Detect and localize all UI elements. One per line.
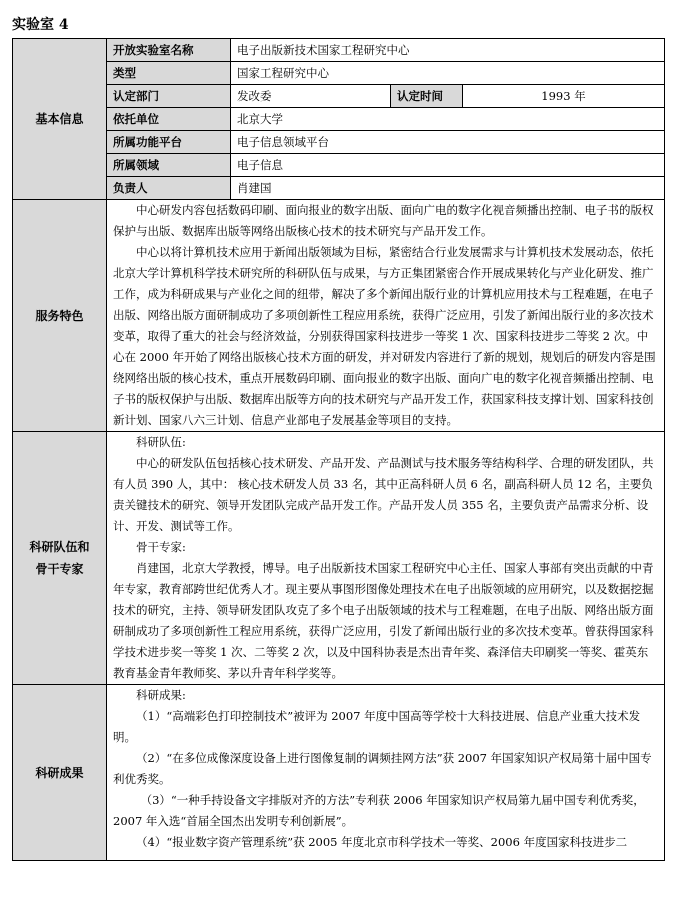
results-heading: 科研成果: (136, 688, 186, 702)
service-paragraph-2: 中心以将计算机技术应用于新闻出版领域为目标，紧密结合行业发展需求与计算机技术发展动态，依托北京大学计算机科学技术研究所的科研队伍与成果，与方正集团紧密合作开展成果转化与产业化研发、推广工作，成为科研成果与产业化之间的纽带，解决了多个新闻出版行业的计算机应用技术与工程难题，在电子出版、网络出版方面研制成功了多项创新性工程应用系统，获得广泛应用，引发了新闻出版行业的多次技术变革，取得了重大的社会与经济效益，分别获得国家科技进步一等奖 1 次、国家科技进步二等奖 2 次。中心在 2000 年开始了网络出版核心技术方面的研发，并对研发内容进行了新的规划，规划后的研发内容是围绕网络出版的核心技术，重点开展数码印刷、面向报业的数字出版、面向广电的数字化视音频播出控制、电子书的版权保护与出版、数据库出版等方向的技术研究与产品开发工作，获国家科技支撑计划、国家科技创新计划、国家八六三计划、信息产业部电子发展基金等项目的支持。 (113, 245, 656, 427)
lab-name-value: 电子出版新技术国家工程研究中心 (231, 39, 665, 62)
team-heading-1: 科研队伍: (136, 435, 186, 449)
field-label: 所属领域 (107, 154, 231, 177)
team-section-label (13, 432, 107, 685)
team-label-line2: 骨干专家 (35, 562, 84, 576)
type-label: 类型 (107, 62, 231, 85)
team-paragraph-2: 肖建国，北京大学教授，博导。电子出版新技术国家工程研究中心主任、国家人事部有突出贡献的中青年专家，教育部跨世纪优秀人才。现主要从事图形图像处理技术在电子出版领域的应用研究，以及数据挖掘技术的研究，主持、领导研发团队攻克了多个电子出版领域的技术与工程难题，在电子出版、网络出版方面研制成功了多项创新性工程应用系统，获得广泛应用，引发了新闻出版行业的多次技术变革。曾获得国家科学技术进步奖一等奖 1 次、二等奖 2 次，以及中国科协表是杰出青年奖、森泽信夫印刷奖一等奖、霍英东教育基金青年教师奖、茅以升青年科学奖等。 (113, 561, 654, 680)
team-content (107, 432, 665, 685)
type-value: 国家工程研究中心 (231, 62, 665, 85)
field-value: 电子信息 (231, 154, 665, 177)
result-item-2: （2）“在多位成像深度设备上进行图像复制的调频挂网方法”获 2007 年国家知识产权局第十届中国专利优秀奖。 (113, 751, 652, 786)
results-content (107, 685, 665, 861)
service-content (107, 200, 665, 432)
basic-info-section-label: 基本信息 (13, 39, 107, 200)
head-value: 肖建国 (231, 177, 665, 200)
result-item-3: （3）“一种手持设备文字排版对齐的方法”专利获 2006 年国家知识产权局第九届中国专利优秀奖，2007 年入选“首届全国杰出发明专利创新展”。 (113, 793, 645, 828)
service-section-label: 服务特色 (13, 200, 107, 432)
dept-label: 认定部门 (107, 85, 231, 108)
lab-info-table (12, 38, 665, 861)
team-label-line1: 科研队伍和 (29, 540, 90, 554)
results-section-label: 科研成果 (13, 685, 107, 861)
platform-label: 所属功能平台 (107, 131, 231, 154)
team-heading-2: 骨干专家: (136, 540, 186, 554)
result-item-1: （1）“高端彩色打印控制技术”被评为 2007 年度中国高等学校十大科技进展、信息产业重大技术发明。 (113, 709, 641, 744)
time-value: 1993 年 (463, 85, 665, 108)
result-item-4: （4）“报业数字资产管理系统”获 2005 年度北京市科学技术一等奖、2006 年度国家科技进步二 (136, 835, 628, 849)
service-paragraph-1: 中心研发内容包括数码印刷、面向报业的数字出版、面向广电的数字化视音频播出控制、电子书的版权保护与出版、数据库出版等网络出版核心技术的技术研究与产品开发工作。 (113, 203, 654, 238)
lab-name-label: 开放实验室名称 (107, 39, 231, 62)
page-title: 实验室 4 (12, 17, 69, 33)
head-label: 负责人 (107, 177, 231, 200)
dept-value: 发改委 (231, 85, 391, 108)
team-paragraph-1: 中心的研发队伍包括核心技术研发、产品开发、产品测试与技术服务等结构科学、合理的研发团队，共有人员 390 人，其中： 核心技术研发人员 33 名，其中正高科研人员 6 名，副高科研人员 12 名，主要负责关键技术的研究、领导开发团队完成产品开发工作。产品开发人员 355 名，主要负责产品需求分析、设计、开发、测试等工作。 (113, 456, 654, 533)
platform-value: 电子信息领域平台 (231, 131, 665, 154)
time-label: 认定时间 (391, 85, 463, 108)
unit-label: 依托单位 (107, 108, 231, 131)
unit-value: 北京大学 (231, 108, 665, 131)
